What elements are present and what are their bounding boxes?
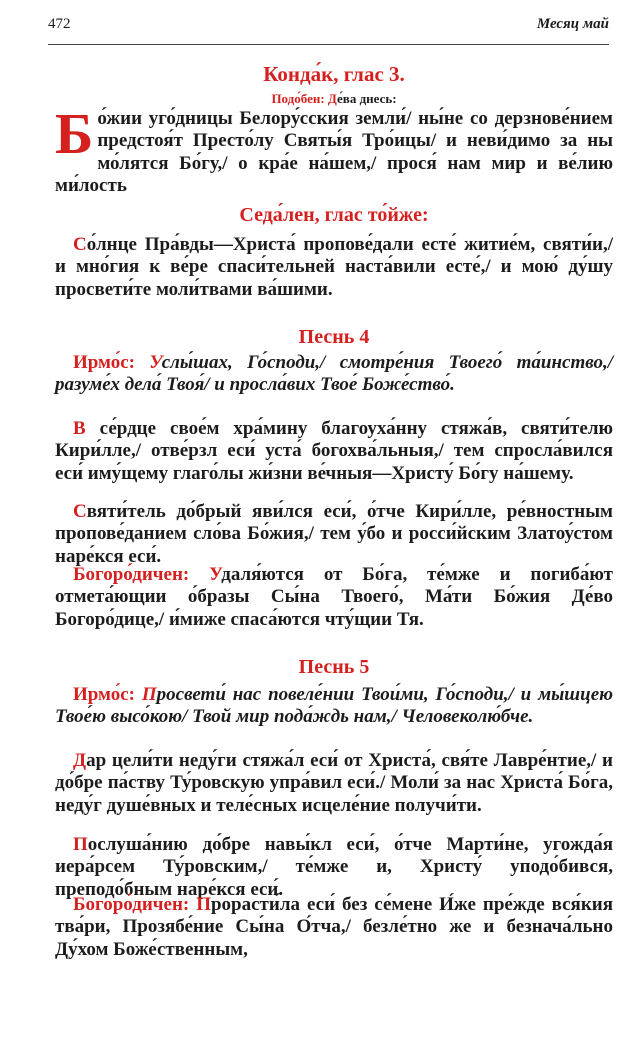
song4-irmos: [55, 352, 613, 397]
kondak-text: [55, 101, 613, 197]
song4-theot-initial: У: [209, 564, 222, 585]
kondak-title: Конда́к, глас 3.: [263, 62, 405, 86]
song5-irmos-text: росвети́ нас повеле́нии Твои́ми, Го́споди,/ и мы́шцею Твое́ю высо́кою/ Твой мир пода́ждь нам,/ Человеколю́бче.: [55, 684, 614, 728]
song4-theot-label: Богоро́дичен:: [73, 564, 190, 585]
song5-irmos-initial: П: [141, 684, 157, 705]
song5-irmos-label: Ирмо́с:: [73, 684, 136, 705]
song5-theot-initial: П: [196, 894, 211, 915]
running-header: [48, 16, 609, 36]
month-title: Месяц май: [536, 16, 609, 32]
sedalen-text: [55, 234, 613, 301]
song4-t2-text: вяти́тель до́брый яви́лся еси́, о́тче Кири́лле, ре́вностным пропове́данием сло́ва Бо́жия,/ тем у́бо и росси́йским Златоу́стом наре́кся еси́.: [55, 501, 613, 567]
song4-irmos-label: Ирмо́с:: [73, 352, 136, 373]
song4-t1-text: се́рдце свое́м хра́мину благоуха́нну стяжа́в, святи́телю Кири́лле,/ отве́рзл еси́ уста́ богохва́льныя,/ тем спросла́вился еси́ иму́щему глаго́лы жи́зни ве́чныя—Христу́ Бо́гу на́шему.: [55, 418, 613, 484]
sedalen-title: Седа́лен, глас то́йже:: [239, 204, 429, 226]
song4-t1-initial: В: [73, 418, 86, 439]
song4-t2-initial: С: [73, 501, 87, 522]
song4-title: Песнь 4: [298, 326, 370, 348]
song5-t1-initial: Д: [73, 750, 87, 771]
song5-theot-text: рорасти́ла еси́ без се́мене И́же пре́жде вся́кия тва́ри, Прозябе́ние Сы́на О́тча,/ безле́тно же и безнача́льно Ду́хом Боже́ственным,: [55, 894, 613, 960]
page-number: 472: [48, 16, 71, 32]
podoben-text: е́ва днесь:: [337, 91, 397, 106]
song5-theotokion: [55, 894, 613, 961]
podoben-initial: Д: [327, 91, 338, 106]
song5-troparion-2: [55, 834, 613, 901]
song4-troparion-1: [55, 418, 613, 485]
song4-theotokion: [55, 564, 613, 631]
song4-theot-text: даля́ются от Бо́га, те́мже и погиба́ют отмета́ющии о́бразы Сы́на Твоего́, Ма́ти Бо́жия Де́во Богоро́дице,/ и́миже спаса́ются чту́щии Тя.: [55, 564, 613, 630]
song4-irmos-initial: У: [149, 352, 162, 373]
header-rule: [48, 44, 609, 45]
kondak-drop-cap: Б: [55, 101, 94, 166]
song5-irmos: [55, 684, 613, 729]
sedalen-initial: С: [73, 234, 87, 255]
song5-t1-text: ар цели́ти неду́ги стяжа́л еси́ от Христа́, свя́те Лавре́нтие,/ и до́бре па́ству Ту́ровскую упра́вил еси́./ Моли́ за нас Христа́ Бо́га, неду́г душе́вных и теле́сных исцеле́ние получи́ти.: [55, 750, 613, 816]
podoben-label: Подо́бен:: [271, 91, 325, 106]
song5-t2-initial: П: [73, 834, 88, 855]
song4-troparion-2: [55, 501, 613, 568]
song5-theot-label: Богоро́дичен:: [73, 894, 190, 915]
song5-title: Песнь 5: [298, 656, 370, 678]
podoben-line: [55, 91, 613, 107]
sedalen-body: о́лнце Пра́вды—Христа́ пропове́дали есте́ житие́м, святи́и,/ и мно́гия к ве́ре спаси́тельней наста́вили есте́,/ и мою́ ду́шу просвети́те моли́твами ва́шими.: [55, 234, 613, 300]
song4-irmos-text: слы́шах, Го́споди,/ смотре́ния Твоего́ та́инство,/ разуме́х дела́ Твоя́/ и просла́вих Твое́ Боже́ство́.: [55, 352, 614, 396]
song5-troparion-1: [55, 750, 613, 817]
song5-t2-text: ослуша́нию до́бре навы́кл еси́, о́тче Марти́не, угожда́я иера́рсем Ту́ровским,/ те́мже и, Христу́ уподо́бився, преподо́бным наре́кся еси́.: [55, 834, 613, 900]
kondak-body: о́жии уго́дницы Белору́сския земли́/ ны́не со дерзнове́нием предстоя́т Престо́лу Святы́я Тро́ицы/ и неви́димо за ны мо́лятся Бо́гу,/ о кра́е на́шем,/ прося́ нам мир и ве́лию ми́лость: [55, 108, 613, 196]
